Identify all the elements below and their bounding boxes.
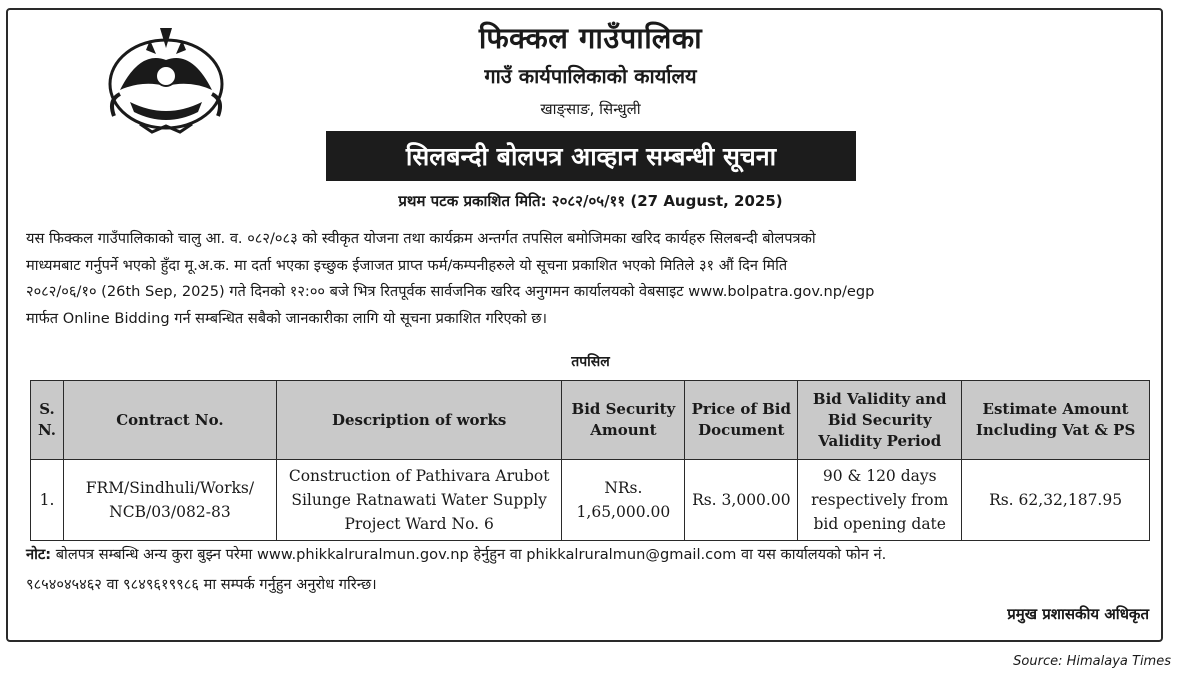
- office-address: खाङ्साङ, सिन्धुली: [540, 100, 641, 118]
- note-section: [26, 540, 1156, 600]
- header-validity: Bid Validity and Bid Security Validity Period: [798, 381, 962, 460]
- source-credit: Source: Himalaya Times: [1013, 654, 1171, 669]
- office-name: गाउँ कार्यपालिकाको कार्यालय: [484, 64, 697, 88]
- cell-estimate-amount: Rs. 62,32,187.95: [962, 460, 1150, 541]
- note-text: बोलपत्र सम्बन्धि अन्य कुरा बुझ्न परेमा www.phikkalruralmun.gov.np हेर्नुहुन वा phikkalruralmun@gmail.com वा यस कार्यालयको फोन नं.: [55, 546, 887, 563]
- publication-date: प्रथम पटक प्रकाशित मिति: २०८२/०५/११ (27 August, 2025): [398, 192, 783, 210]
- header-contract-no: Contract No.: [63, 381, 276, 460]
- note-line: [26, 540, 1156, 570]
- cell-price-bid-document: Rs. 3,000.00: [685, 460, 798, 541]
- note-line: ९८५४०४५४६२ वा ९८४९६१९९८६ मा सम्पर्क गर्नुहुन अनुरोध गरिन्छ।: [26, 576, 377, 593]
- signature-title: प्रमुख प्रशासकीय अधिकृत: [1007, 605, 1149, 623]
- paragraph-line: मार्फत Online Bidding गर्न सम्बन्धित सबैको जानकारीका लागि यो सूचना प्रकाशित गरिएको छ।: [26, 309, 547, 327]
- header-sn: S. N.: [31, 381, 64, 460]
- cell-sn: 1.: [31, 460, 64, 541]
- contract-table: [30, 380, 1150, 541]
- notice-title-banner: सिलबन्दी बोलपत्र आव्हान सम्बन्धी सूचना: [326, 131, 856, 181]
- table-row: [31, 460, 1150, 541]
- header-estimate-amount: Estimate Amount Including Vat & PS: [962, 381, 1150, 460]
- table-caption: तपसिल: [571, 354, 610, 370]
- header-price-bid-document: Price of Bid Document: [685, 381, 798, 460]
- paragraph-line: यस फिक्कल गाउँपालिकाको चालु आ. व. ०८२/०८३ को स्वीकृत योजना तथा कार्यक्रम अन्तर्गत तपसिल बमोजिमका खरिद कार्यहरु सिलबन्दी बोलपत्रको: [26, 230, 816, 247]
- header-bid-security: Bid Security Amount: [562, 381, 685, 460]
- cell-contract-no: FRM/Sindhuli/Works/ NCB/03/082-83: [63, 460, 276, 541]
- paragraph-line: माध्यमबाट गर्नुपर्ने भएको हुँदा मू.अ.क. मा दर्ता भएका इच्छुक ईजाजत प्राप्त फर्म/कम्पनीहरुले यो सूचना प्रकाशित भएको मितिले ३१ औं दिन मिति: [26, 256, 788, 274]
- cell-validity: 90 & 120 days respectively from bid opening date: [798, 460, 962, 541]
- note-label: नोट:: [26, 546, 52, 563]
- notice-paragraph: [26, 226, 1156, 332]
- cell-description: Construction of Pathivara Arubot Silunge Ratnawati Water Supply Project Ward No. 6: [276, 460, 562, 541]
- table-header-row: [31, 381, 1150, 460]
- municipality-name: फिक्कल गाउँपालिका: [478, 21, 703, 55]
- paragraph-line: २०८२/०६/१० (26th Sep, 2025) गते दिनको १२:०० बजे भित्र रितपूर्वक सार्वजनिक खरिद अनुगमन कार्यालयको वेबसाइट www.bolpatra.gov.np/egp: [26, 283, 875, 300]
- header-description: Description of works: [276, 381, 562, 460]
- cell-bid-security: NRs. 1,65,000.00: [562, 460, 685, 541]
